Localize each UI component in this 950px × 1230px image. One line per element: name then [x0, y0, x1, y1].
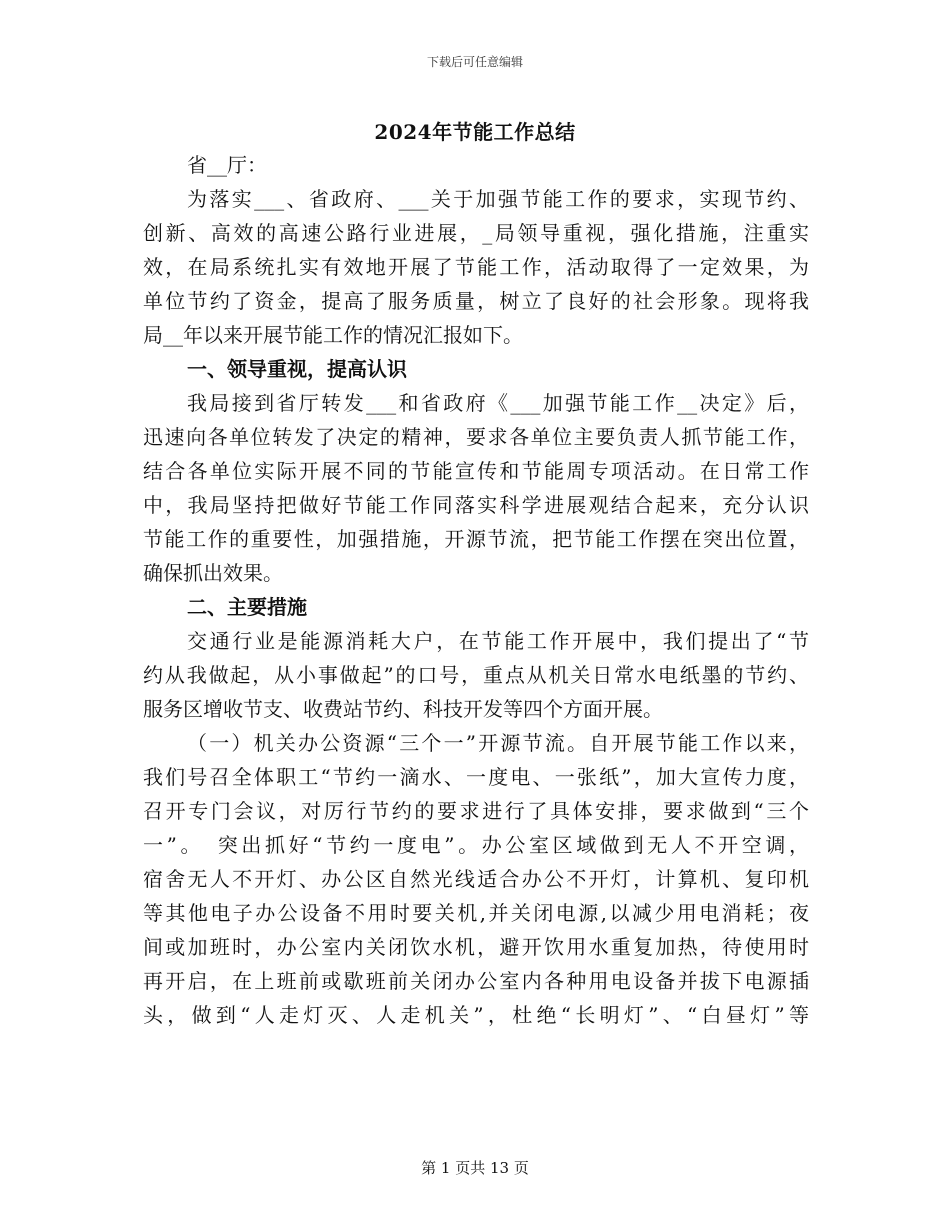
subsection1-line: 我们号召全体职工“节约一滴水、一度电、一张纸”，加大宣传力度， [143, 765, 809, 789]
section1-line: 结合各单位实际开展不同的节能宣传和节能周专项活动。在日常工作 [143, 459, 809, 483]
section2-line: 约从我做起，从小事做起”的口号，重点从机关日常水电纸墨的节约、 [143, 663, 809, 687]
subsection1-line: （一）机关办公资源“三个一”开源节流。自开展节能工作以来， [187, 731, 809, 755]
subsection1-line: 再开启，在上班前或歇班前关闭办公室内各种用电设备并拔下电源插 [143, 969, 809, 993]
intro-line: 单位节约了资金，提高了服务质量，树立了良好的社会形象。现将我 [143, 289, 809, 313]
section1-line: 迅速向各单位转发了决定的精神，要求各单位主要负责人抓节能工作， [143, 425, 809, 449]
section1-line: 节能工作的重要性，加强措施，开源节流，把节能工作摆在突出位置， [143, 527, 809, 551]
page-header-note: 下载后可任意编辑 [426, 55, 523, 69]
section-heading-2: 二、主要措施 [187, 595, 307, 619]
page-number-footer: 第 1 页共 13 页 [421, 1159, 529, 1177]
subsection1-line: 一”。 突出抓好“节约一度电”。办公室区域做到无人不开空调， [143, 833, 809, 857]
section2-line: 服务区增收节支、收费站节约、科技开发等四个方面开展。 [143, 697, 663, 721]
intro-line: 创新、高效的高速公路行业进展，_局领导重视，强化措施，注重实 [143, 221, 809, 245]
intro-line: 效，在局系统扎实有效地开展了节能工作，活动取得了一定效果，为 [143, 255, 809, 279]
document-body [143, 148, 809, 1032]
subsection1-line: 宿舍无人不开灯、办公区自然光线适合办公不开灯，计算机、复印机 [143, 867, 809, 891]
section1-line: 中，我局坚持把做好节能工作同落实科学进展观结合起来，充分认识 [143, 493, 809, 517]
salutation: 省__厅： [187, 153, 267, 177]
document-title: 2024年节能工作总结 [374, 120, 576, 144]
subsection1-line: 等其他电子办公设备不用时要关机,并关闭电源,以减少用电消耗；夜 [143, 901, 809, 925]
intro-line: 局__年以来开展节能工作的情况汇报如下。 [143, 323, 523, 347]
section1-line: 我局接到省厅转发___和省政府《___加强节能工作__决定》后， [187, 391, 809, 415]
subsection1-line: 头，做到“人走灯灭、人走机关”，杜绝“长明灯”、“白昼灯”等 [143, 1003, 809, 1027]
section-heading-1: 一、领导重视，提高认识 [187, 357, 407, 381]
intro-line: 为落实___、省政府、___关于加强节能工作的要求，实现节约、 [187, 187, 809, 211]
section1-line: 确保抓出效果。 [143, 561, 283, 585]
subsection1-line: 召开专门会议，对厉行节约的要求进行了具体安排，要求做到“三个 [143, 799, 809, 823]
section2-line: 交通行业是能源消耗大户，在节能工作开展中，我们提出了“节 [187, 629, 809, 653]
subsection1-line: 间或加班时，办公室内关闭饮水机，避开饮用水重复加热，待使用时 [143, 935, 809, 959]
